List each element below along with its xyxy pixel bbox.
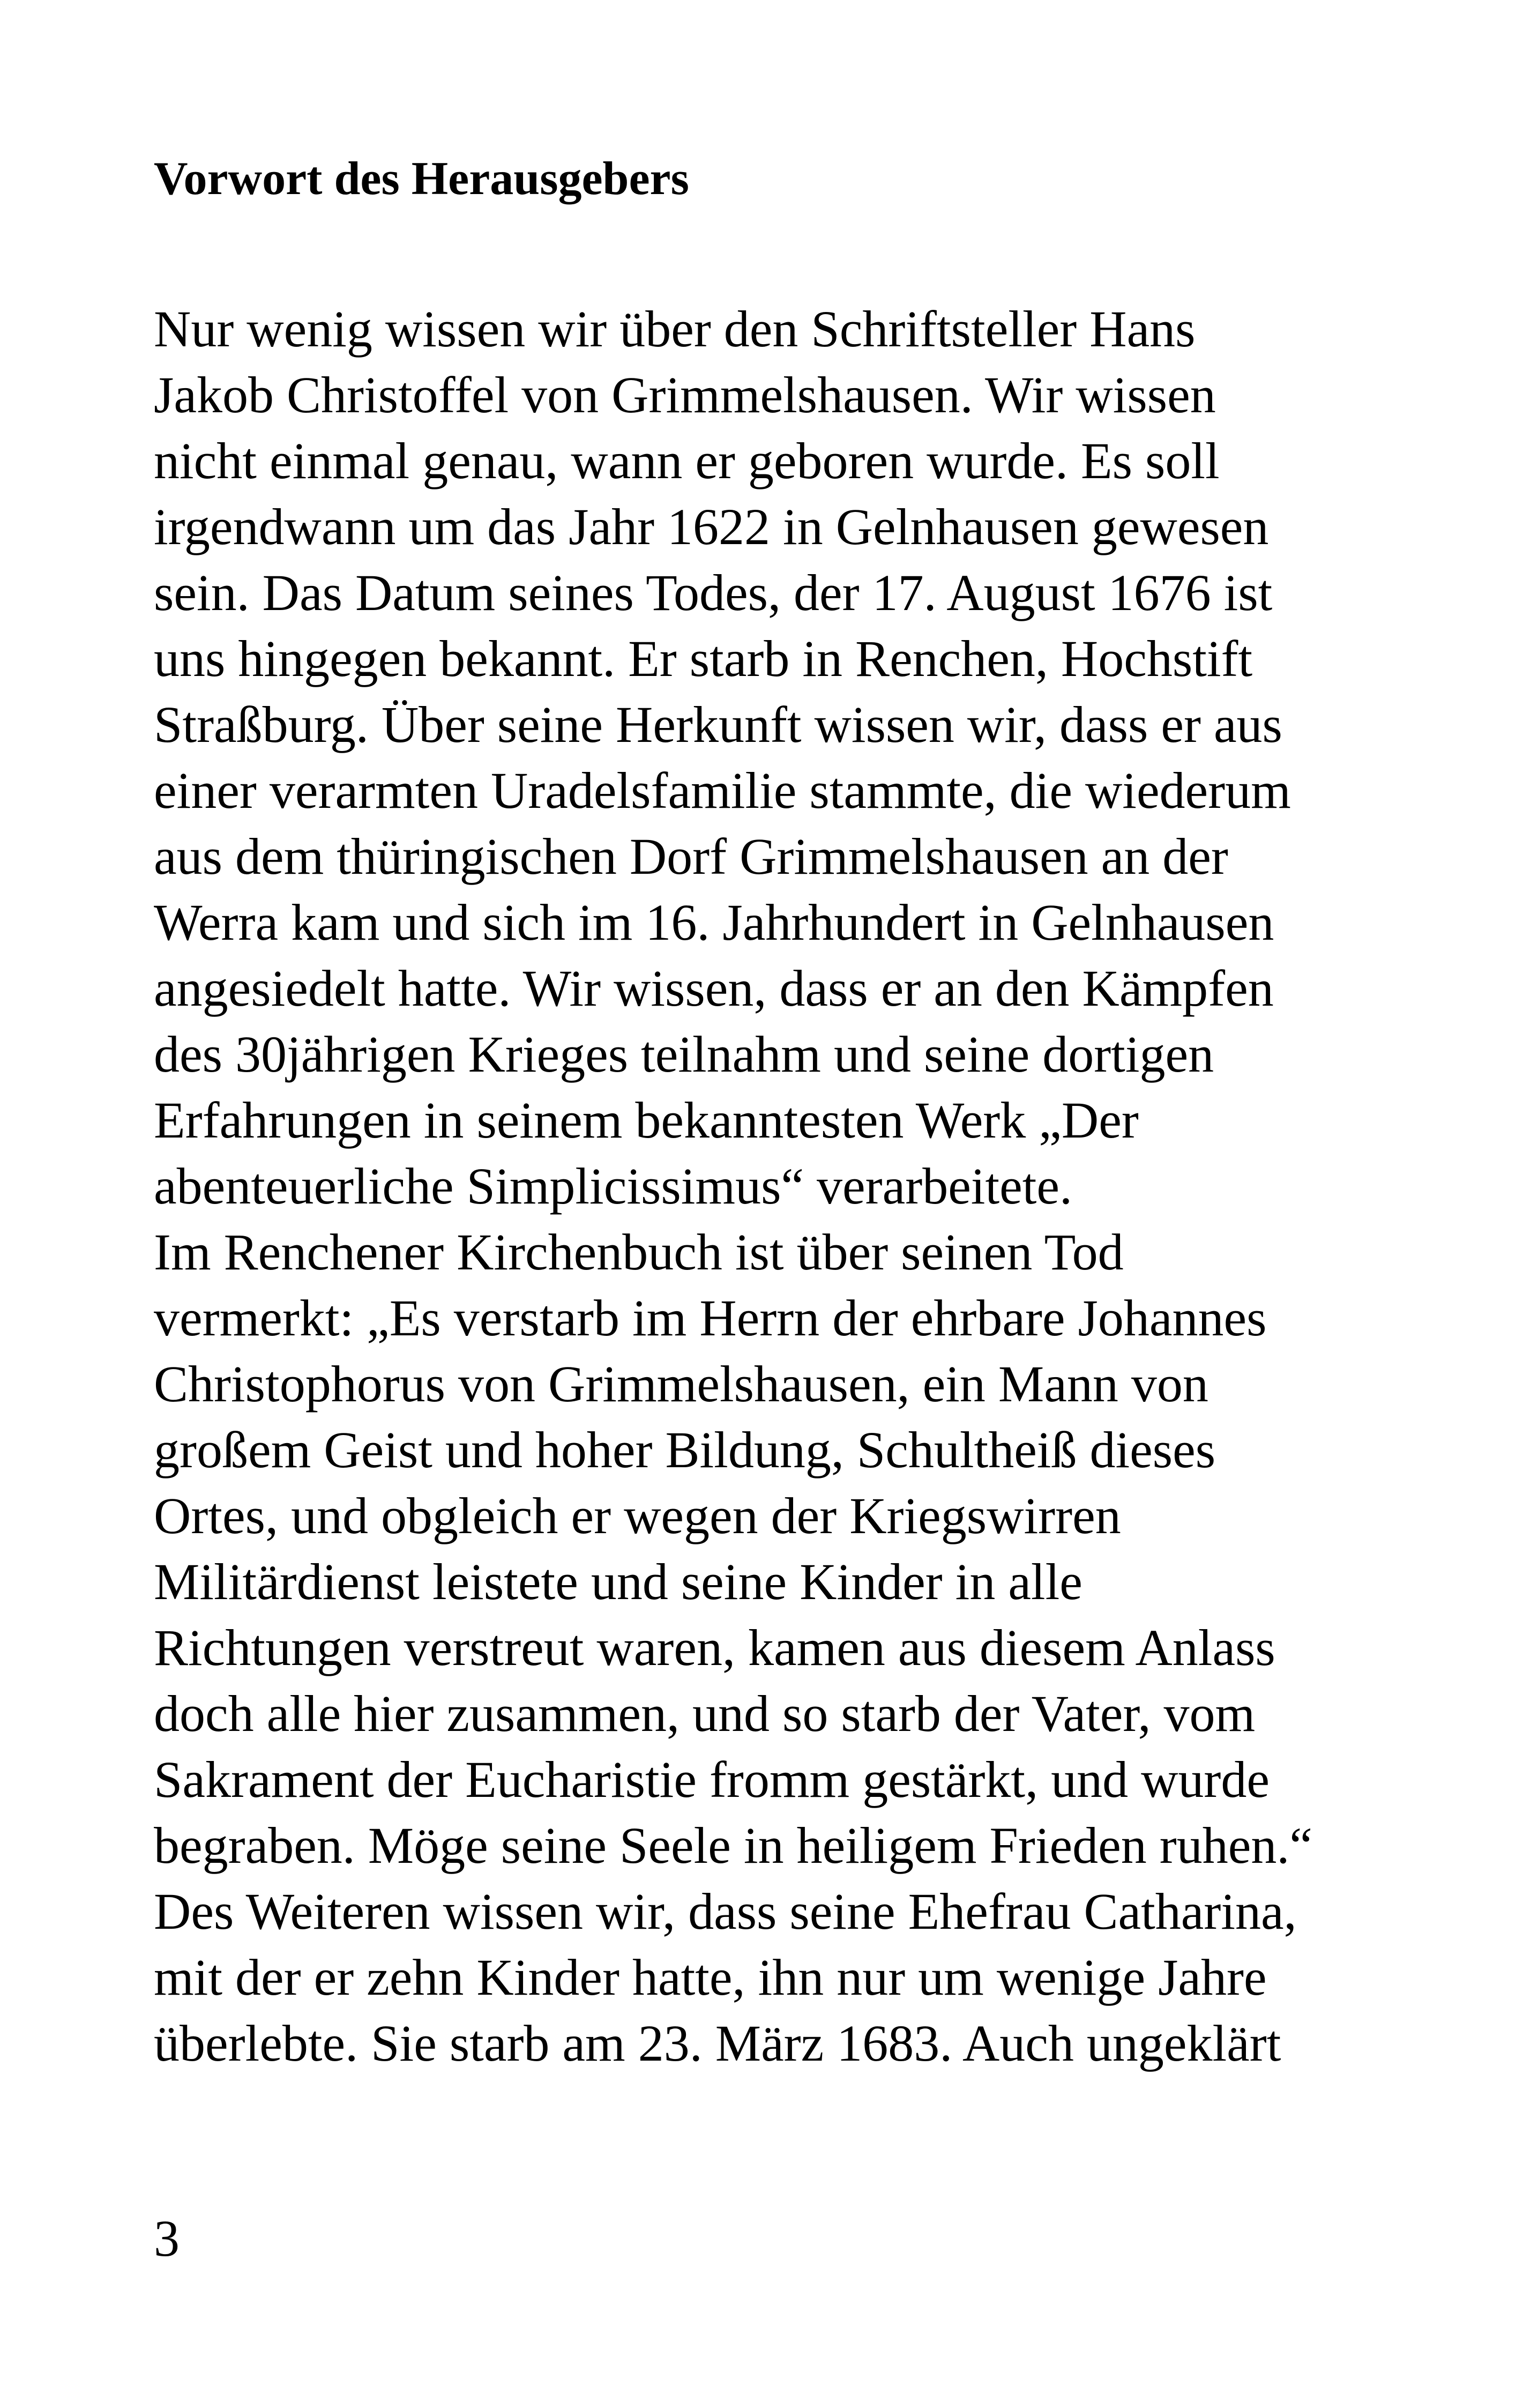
text-line: doch alle hier zusammen, und so starb der Vater, vom: [154, 1685, 1256, 1742]
text-line: begraben. Möge seine Seele in heiligem Frieden ruhen.“: [154, 1817, 1312, 1874]
text-line: Erfahrungen in seinem bekanntesten Werk „Der: [154, 1091, 1139, 1149]
text-line: überlebte. Sie starb am 23. März 1683. Auch ungeklärt: [154, 2015, 1281, 2072]
text-line: Christophorus von Grimmelshausen, ein Mann von: [154, 1355, 1208, 1413]
text-line: vermerkt: „Es verstarb im Herrn der ehrbare Johannes: [154, 1289, 1267, 1347]
text-line: mit der er zehn Kinder hatte, ihn nur um wenige Jahre: [154, 1949, 1267, 2006]
text-line: Des Weiteren wissen wir, dass seine Ehefrau Catharina,: [154, 1883, 1297, 1940]
text-line: Ortes, und obgleich er wegen der Kriegswirren: [154, 1487, 1121, 1544]
text-line: irgendwann um das Jahr 1622 in Gelnhausen gewesen: [154, 498, 1269, 555]
page-number: 3: [154, 2210, 180, 2267]
text-line: aus dem thüringischen Dorf Grimmelshausen an der: [154, 828, 1228, 885]
page-heading: Vorwort des Herausgebers: [154, 153, 689, 205]
text-line: nicht einmal genau, wann er geboren wurde. Es soll: [154, 432, 1220, 489]
text-line: Jakob Christoffel von Grimmelshausen. Wir wissen: [154, 366, 1216, 423]
text-line: abenteuerliche Simplicissimus“ verarbeitete.: [154, 1157, 1073, 1215]
text-line: Werra kam und sich im 16. Jahrhundert in Gelnhausen: [154, 894, 1274, 951]
text-line: Straßburg. Über seine Herkunft wissen wir, dass er aus: [154, 696, 1282, 753]
text-line: Nur wenig wissen wir über den Schriftsteller Hans: [154, 300, 1196, 358]
text-line: sein. Das Datum seines Todes, der 17. August 1676 ist: [154, 564, 1273, 621]
text-line: Im Renchener Kirchenbuch ist über seinen Tod: [154, 1223, 1124, 1281]
text-line: angesiedelt hatte. Wir wissen, dass er an den Kämpfen: [154, 960, 1274, 1017]
text-line: Militärdienst leistete und seine Kinder in alle: [154, 1553, 1082, 1610]
text-line: des 30jährigen Krieges teilnahm und seine dortigen: [154, 1025, 1214, 1083]
text-line: einer verarmten Uradelsfamilie stammte, die wiederum: [154, 762, 1291, 819]
text-line: uns hingegen bekannt. Er starb in Renchen, Hochstift: [154, 630, 1253, 687]
body-text: [154, 296, 1523, 2076]
text-line: Richtungen verstreut waren, kamen aus diesem Anlass: [154, 1619, 1275, 1676]
text-line: Sakrament der Eucharistie fromm gestärkt, und wurde: [154, 1751, 1270, 1808]
text-line: großem Geist und hoher Bildung, Schultheiß dieses: [154, 1421, 1216, 1478]
